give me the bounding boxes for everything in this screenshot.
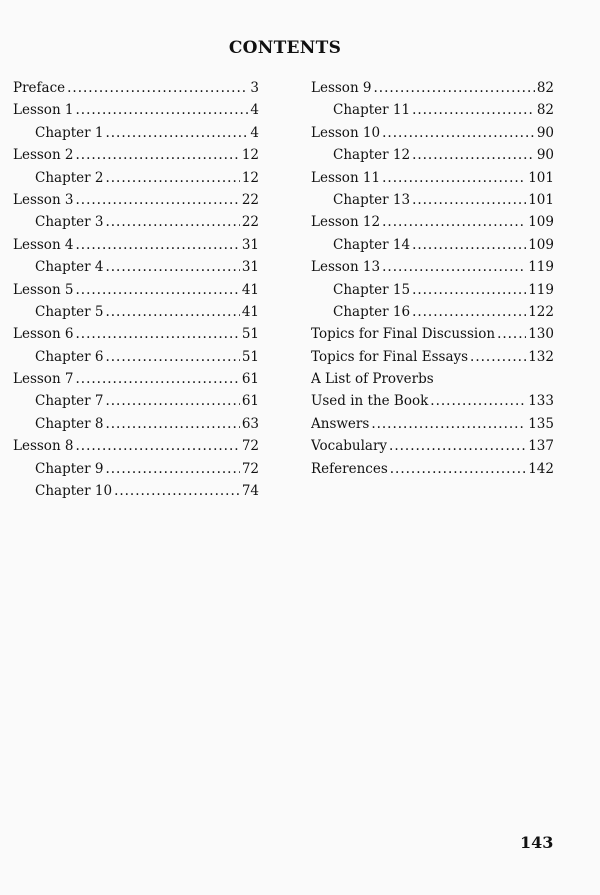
toc-entry (311, 282, 554, 304)
toc-entry-label: Lesson 13 (311, 259, 381, 276)
toc-entry-page: 51 (241, 348, 259, 365)
toc-entry (13, 461, 259, 483)
toc-entry (13, 125, 259, 147)
toc-entry-page: 135 (528, 415, 554, 432)
toc-entry-label: Lesson 8 (13, 438, 74, 455)
toc-entry-label: Chapter 2 (35, 169, 104, 186)
dot-leader (382, 170, 526, 186)
toc-entry-label: Chapter 12 (333, 147, 411, 164)
toc-entry-label: Lesson 1 (13, 102, 74, 119)
toc-entry-label: Chapter 6 (35, 348, 104, 365)
toc-entry (311, 349, 554, 371)
toc-entry-label: Chapter 1 (35, 124, 104, 141)
toc-entry (13, 393, 259, 415)
toc-entry-page: 31 (241, 259, 259, 276)
dot-leader (430, 393, 526, 409)
toc-right-column (311, 80, 554, 483)
toc-entry-label: Chapter 4 (35, 259, 104, 276)
toc-entry (13, 192, 259, 214)
toc-entry (13, 438, 259, 460)
dot-leader (390, 461, 526, 477)
toc-entry-label: Lesson 2 (13, 147, 74, 164)
toc-entry-page: 133 (528, 393, 554, 410)
dot-leader (105, 393, 239, 409)
dot-leader (412, 192, 526, 208)
toc-entry (13, 282, 259, 304)
dot-leader (105, 259, 239, 275)
toc-entry-label: Chapter 5 (35, 303, 104, 320)
toc-entry-page: 12 (241, 147, 259, 164)
toc-entry (13, 147, 259, 169)
toc-entry (311, 147, 554, 169)
toc-entry (311, 371, 554, 393)
dot-leader (412, 304, 526, 320)
toc-entry-label: Chapter 9 (35, 460, 104, 477)
toc-entry-label: Lesson 10 (311, 124, 381, 141)
toc-entry (311, 259, 554, 281)
dot-leader (412, 102, 535, 118)
toc-entry-label: Chapter 10 (35, 483, 113, 500)
toc-entry-page: 90 (536, 124, 554, 141)
toc-entry-page: 22 (241, 191, 259, 208)
toc-entry-page: 101 (528, 169, 554, 186)
toc-entry (311, 102, 554, 124)
dot-leader (67, 80, 248, 96)
dot-leader (76, 147, 240, 163)
dot-leader (371, 416, 526, 432)
toc-entry-page: 41 (241, 281, 259, 298)
dot-leader (382, 259, 526, 275)
toc-entry-page: 119 (528, 281, 554, 298)
dot-leader (76, 371, 240, 387)
toc-entry-label: Lesson 9 (311, 80, 372, 96)
toc-entry (311, 304, 554, 326)
toc-entry-label: Chapter 8 (35, 415, 104, 432)
toc-entry-page: 4 (250, 124, 259, 141)
toc-entry (311, 461, 554, 483)
toc-entry-label: Chapter 15 (333, 281, 411, 298)
toc-entry-page: 4 (250, 102, 259, 119)
toc-entry (311, 192, 554, 214)
toc-entry-label: Chapter 16 (333, 303, 411, 320)
toc-entry (13, 349, 259, 371)
toc-entry (13, 483, 259, 505)
dot-leader (105, 304, 239, 320)
toc-entry-label: Lesson 3 (13, 191, 74, 208)
toc-entry-page: 130 (528, 326, 554, 343)
toc-entry (13, 214, 259, 236)
toc-entry (311, 170, 554, 192)
dot-leader (76, 438, 240, 454)
toc-entry (311, 326, 554, 348)
toc-entry (13, 326, 259, 348)
toc-entry-label: References (311, 460, 388, 477)
dot-leader (382, 125, 535, 141)
toc-entry-label: Topics for Final Essays (311, 348, 469, 365)
toc-entry-page: 142 (528, 460, 554, 477)
toc-entry (311, 416, 554, 438)
dot-leader (76, 326, 240, 342)
toc-entry (13, 304, 259, 326)
toc-entry-page: 101 (528, 191, 554, 208)
dot-leader (76, 192, 240, 208)
toc-entry-page: 82 (536, 102, 554, 119)
toc-entry-label: Chapter 11 (333, 102, 411, 119)
toc-entry (311, 214, 554, 236)
toc-entry-label: Topics for Final Discussion (311, 326, 496, 343)
toc-entry-label: Lesson 4 (13, 236, 74, 253)
dot-leader (76, 237, 240, 253)
toc-entry (13, 102, 259, 124)
toc-entry-page: 63 (241, 415, 259, 432)
toc-entry (311, 393, 554, 415)
toc-entry (311, 438, 554, 460)
toc-entry-page: 72 (241, 460, 259, 477)
toc-entry-label: Answers (311, 415, 370, 432)
toc-entry (13, 237, 259, 259)
toc-entry-label: Chapter 3 (35, 214, 104, 231)
dot-leader (374, 80, 535, 96)
toc-entry (13, 416, 259, 438)
toc-entry-page: 41 (241, 303, 259, 320)
dot-leader (105, 349, 239, 365)
dot-leader (105, 125, 248, 141)
toc-entry-label: Chapter 14 (333, 236, 411, 253)
toc-entry (311, 80, 554, 102)
page-number: 143 (520, 833, 554, 852)
page-title: CONTENTS (228, 38, 342, 58)
dot-leader (105, 461, 239, 477)
toc-entry-page: 82 (536, 80, 554, 96)
dot-leader (497, 326, 526, 342)
toc-entry-page: 74 (241, 483, 259, 500)
toc-entry (311, 237, 554, 259)
toc-entry-label: Preface (13, 80, 66, 96)
toc-entry-label: Chapter 7 (35, 393, 104, 410)
toc-entry-page: 109 (528, 214, 554, 231)
toc-entry-label: Lesson 12 (311, 214, 381, 231)
toc-entry-label: Lesson 11 (311, 169, 381, 186)
toc-entry-label: Lesson 5 (13, 281, 74, 298)
toc-entry-page: 137 (528, 438, 554, 455)
dot-leader (389, 438, 526, 454)
toc-entry-page: 61 (241, 371, 259, 388)
toc-entry-page: 12 (241, 169, 259, 186)
toc-entry-page: 22 (241, 214, 259, 231)
toc-entry-label: Vocabulary (311, 438, 388, 455)
toc-entry (13, 80, 259, 102)
toc-entry-page: 51 (241, 326, 259, 343)
toc-entry-page: 90 (536, 147, 554, 164)
toc-entry-label: Used in the Book (311, 393, 429, 410)
dot-leader (470, 349, 526, 365)
toc-entry-page: 3 (250, 80, 259, 96)
toc-entry (13, 170, 259, 192)
dot-leader (382, 214, 526, 230)
dot-leader (76, 102, 249, 118)
toc-entry-label: Lesson 6 (13, 326, 74, 343)
toc-left-column (13, 80, 259, 505)
dot-leader (105, 214, 239, 230)
toc-entry-page: 109 (528, 236, 554, 253)
toc-entry (13, 259, 259, 281)
toc-entry (311, 125, 554, 147)
toc-entry-label: A List of Proverbs (311, 371, 434, 388)
toc-entry-page: 72 (241, 438, 259, 455)
toc-entry-page: 132 (528, 348, 554, 365)
dot-leader (105, 416, 239, 432)
dot-leader (412, 237, 526, 253)
toc-entry-label: Lesson 7 (13, 371, 74, 388)
dot-leader (412, 147, 535, 163)
toc-entry-page: 61 (241, 393, 259, 410)
dot-leader (412, 282, 526, 298)
toc-entry-page: 119 (528, 259, 554, 276)
dot-leader (105, 170, 239, 186)
toc-entry-label: Chapter 13 (333, 191, 411, 208)
toc-entry-page: 122 (528, 303, 554, 320)
toc-entry (13, 371, 259, 393)
dot-leader (114, 483, 240, 499)
toc-entry-page: 31 (241, 236, 259, 253)
dot-leader (76, 282, 240, 298)
